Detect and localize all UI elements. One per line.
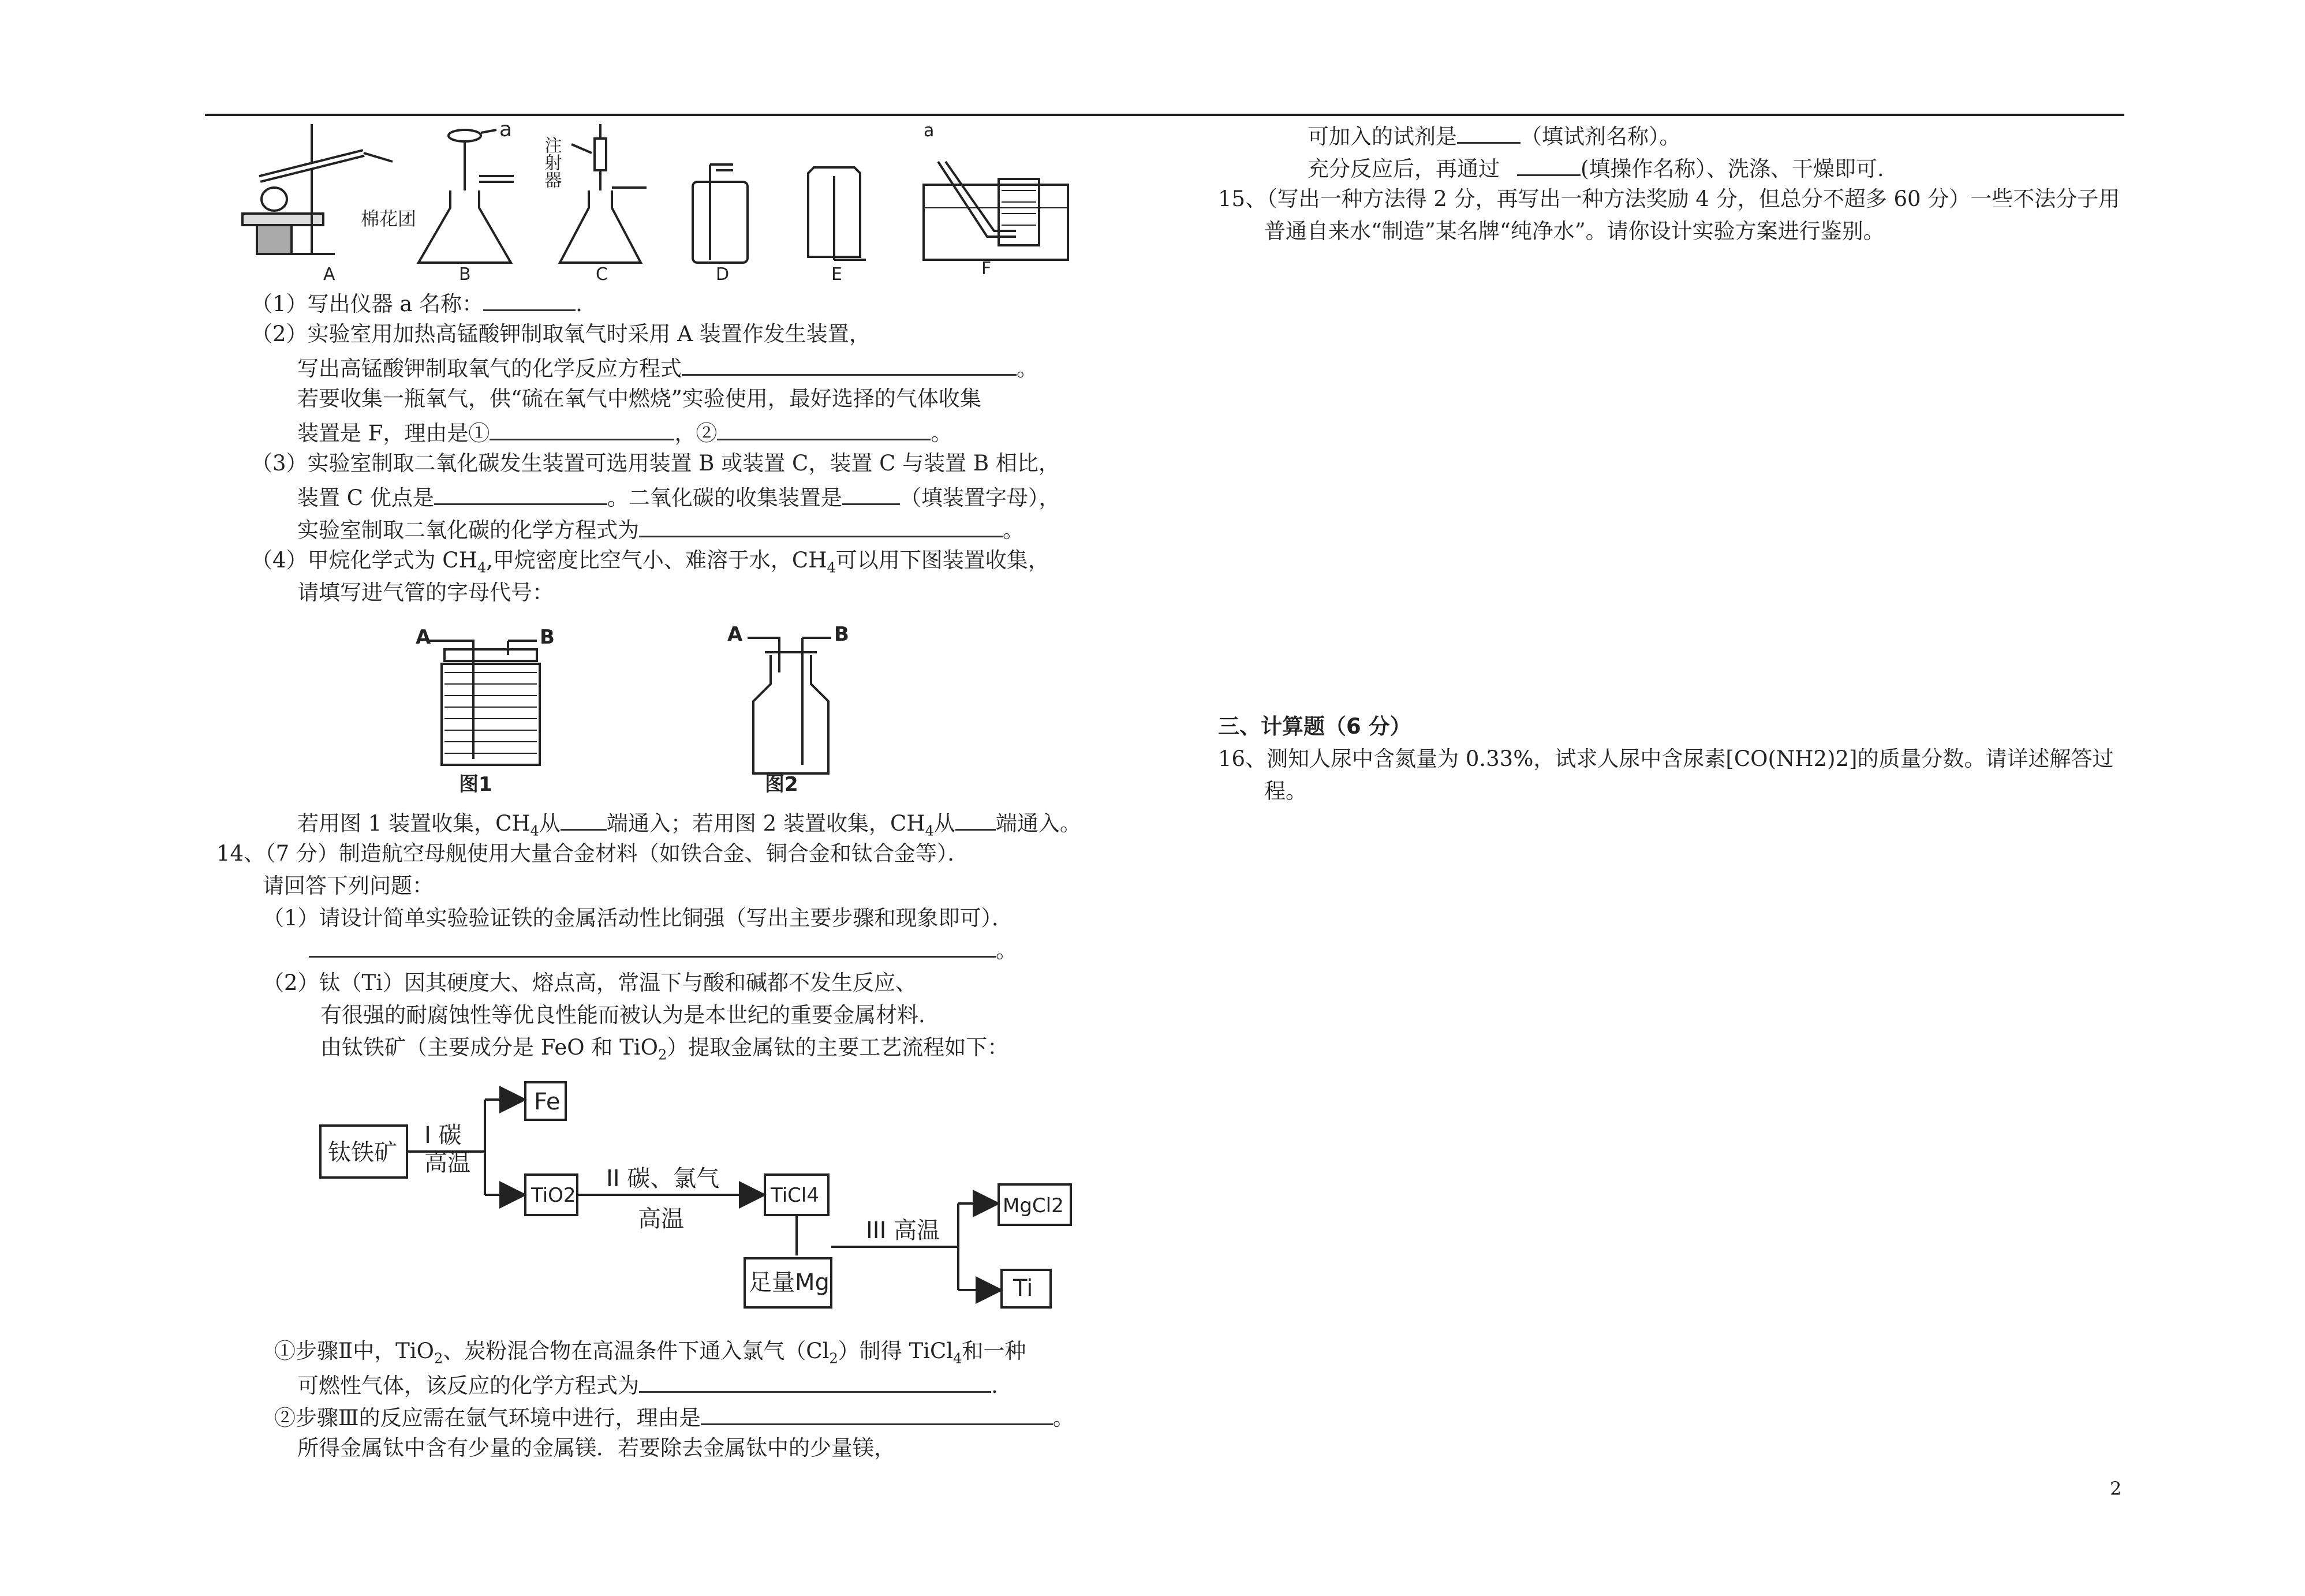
blank-reagent[interactable] [1457,121,1521,144]
q14-p1: （1）请设计简单实验验证铁的金属活动性比铜强（写出主要步骤和现象即可）． [263,906,1014,930]
svg-text:注射器: 注射器 [541,136,562,188]
svg-text:E: E [831,264,842,283]
q13-p2-l1: （2）实验室用加热高锰酸钾制取氧气时采用 A 装置作发生装置， [251,322,871,346]
svg-text:高温: 高温 [638,1206,684,1232]
svg-text:Fe: Fe [534,1089,561,1115]
q13-p2-l4: 装置是 F，理由是① ，② 。 [297,418,952,447]
svg-text:MgCl2: MgCl2 [1003,1194,1064,1217]
blank-fe-cu-experiment[interactable] [309,935,996,958]
apparatus-d [693,165,748,263]
q13-p3-l2: 装置 C 优点是 。二氧化碳的收集装置是 （填装置字母）， [297,483,1060,511]
svg-text:Ti: Ti [1013,1275,1033,1302]
right-r2: 充分反应后，再通过 (填操作名称）、洗涤、干燥即可. [1307,154,1884,182]
header-rule [205,114,2124,116]
q14-head: 14、（7 分）制造航空母舰使用大量合金材料（如铁合金、铜合金和钛合金等）． [216,841,969,866]
blank-fig1-inlet[interactable] [561,808,607,831]
svg-text:I 碳: I 碳 [424,1122,462,1149]
svg-text:高温: 高温 [424,1150,470,1176]
svg-text:B: B [834,623,849,646]
apparatus-c [560,124,647,263]
blank-ticl4-equation[interactable] [639,1370,991,1393]
svg-text:TiO2: TiO2 [531,1184,576,1207]
svg-text:C: C [596,264,608,283]
svg-text:D: D [716,264,730,283]
apparatus-e [808,167,866,260]
blank-operation[interactable] [1517,154,1581,176]
right-r1: 可加入的试剂是 （填试剂名称）。 [1307,121,1681,150]
q13-p2-l3: 若要收集一瓶氧气，供“硫在氧气中燃烧”实验使用，最好选择的气体收集 [297,386,981,411]
page-number: 2 [2110,1478,2122,1500]
blank-co2-collect[interactable] [842,483,900,505]
blank-advantage[interactable] [434,483,607,505]
blank-fig2-inlet[interactable] [955,808,996,831]
q14-p2-l1: （2）钛（Ti）因其硬度大、熔点高，常温下与酸和碱都不发生反应、 [263,970,917,995]
titanium-process-flow [312,1074,1120,1328]
svg-text:棉花团: 棉花团 [361,208,417,230]
q13-p4-l2: 请填写进气管的字母代号： [297,580,554,605]
apparatus-b [419,130,514,263]
fig1-label: 图1 [459,773,492,794]
section-3-heading: 三、计算题（6 分） [1218,714,1411,739]
q13-p1: （1）写出仪器 a 名称： . [251,289,582,317]
q16-l1: 16、测知人尿中含氮量为 0.33%，试求人尿中含尿素[CO(NH2)2]的质量分数。请详述解答过 [1218,746,2114,771]
blank-kmno4-equation[interactable] [682,353,1017,376]
q13-p4-l1: （4）甲烷化学式为 $CH_4$,甲烷密度比空气小、难溶于水，$CH_4$可以用下图装置收集， [251,548,1049,576]
q15-l1: 15、（写出一种方法得 2 分，再写出一种方法奖励 4 分，但总分不超多 60 分）一些不法分子用 [1218,186,2120,211]
q13-p2-l2: 写出高锰酸钾制取氧气的化学反应方程式 。 [297,353,1038,382]
q15-l2: 普通自来水“制造”某名牌“纯净水”。请你设计实验方案进行鉴别。 [1264,219,1885,244]
q13-p3-l3: 实验室制取二氧化碳的化学方程式为 。 [297,515,1024,544]
apparatus-f [924,162,1068,260]
q13-p4-l3: 若用图 1 装置收集，$CH_4$从 端通入；若用图 2 装置收集，$CH_4$从 端通入。 [297,808,1081,844]
blank-instrument-a[interactable] [483,289,576,311]
q14-p2-l2: 有很强的耐腐蚀性等优良性能而被认为是本世纪的重要金属材料. [320,1003,925,1027]
q14-s1-l2: 可燃性气体，该反应的化学方程式为 . [297,1370,998,1399]
q14-s2-l1: ②步骤Ⅲ的反应需在氩气环境中进行，理由是 。 [274,1403,1074,1431]
blank-argon-reason[interactable] [701,1403,1053,1425]
gas-bottles-figure [416,621,935,794]
svg-text:F: F [981,259,992,279]
blank-reason-2[interactable] [717,418,931,440]
blank-co2-equation[interactable] [639,515,1003,537]
q14-s1-l1: ①步骤Ⅱ中，TiO$_2$、炭粉混合物在高温条件下通入氯气$(Cl_2)$制得 TiCl$_4$和一种 [274,1339,1026,1367]
svg-text:A: A [416,626,431,649]
svg-text:B: B [459,264,471,283]
svg-text:TiCl4: TiCl4 [771,1184,819,1207]
label-instrument-a: a [924,121,935,141]
q14-p1-answer: 。 [309,935,1017,964]
svg-text:足量Mg: 足量Mg [749,1269,830,1296]
blank-reason-1[interactable] [490,418,674,440]
svg-text:II 碳、氯气: II 碳、氯气 [606,1165,720,1192]
q13-p3-l1: （3）实验室制取二氧化碳发生装置可选用装置 B 或装置 C，装置 C 与装置 B 相比， [251,451,1060,476]
svg-text:III 高温: III 高温 [866,1217,940,1244]
svg-text:钛铁矿: 钛铁矿 [328,1139,397,1166]
apparatus-figure [237,121,1091,283]
q14-p2-l3: 由钛铁矿（主要成分是 FeO 和 TiO$_2$）提取金属钛的主要工艺流程如下： [320,1035,1009,1063]
q16-l2: 程。 [1264,779,1307,803]
svg-text:A: A [323,264,335,283]
svg-text:B: B [540,626,555,649]
svg-text:A: A [727,623,743,646]
svg-text:a: a [499,121,513,141]
fig2-label: 图2 [765,773,798,794]
q14-ask: 请回答下列问题： [263,873,434,898]
apparatus-a [242,124,393,254]
q14-s2-l2: 所得金属钛中含有少量的金属镁．若要除去金属钛中的少量镁， [297,1436,895,1460]
